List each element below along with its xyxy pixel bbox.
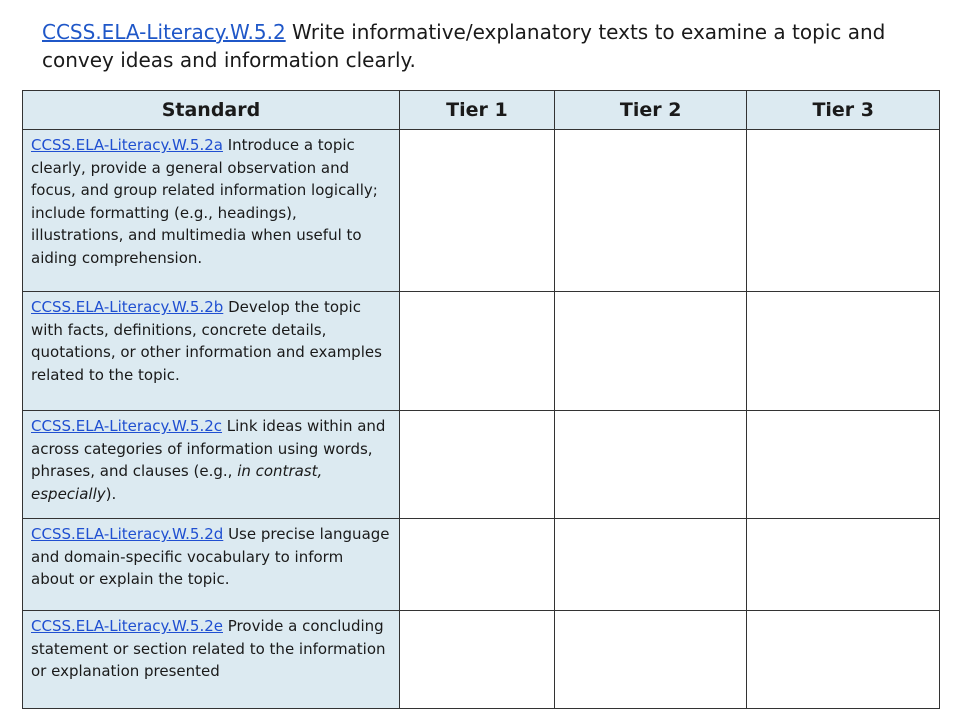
standard-cell bbox=[23, 411, 400, 519]
standards-tier-table bbox=[22, 90, 940, 709]
page-heading bbox=[42, 18, 922, 74]
standard-description: Use precise language and domain-specific vocabulary to inform about or explain the topic. bbox=[31, 525, 390, 588]
tier-2-cell[interactable] bbox=[554, 411, 747, 519]
header-tier-1: Tier 1 bbox=[399, 91, 554, 130]
heading-text: Write informative/explanatory texts to examine a topic and convey ideas and information clearly. bbox=[42, 20, 886, 72]
tier-3-cell[interactable] bbox=[747, 130, 940, 292]
header-tier-3: Tier 3 bbox=[747, 91, 940, 130]
standard-description-end: ). bbox=[105, 484, 117, 503]
standard-link-w-5-2d[interactable]: CCSS.ELA-Literacy.W.5.2d bbox=[31, 525, 224, 543]
table-row bbox=[23, 130, 940, 292]
tier-2-cell[interactable] bbox=[554, 292, 747, 411]
table-row bbox=[23, 411, 940, 519]
header-tier-2: Tier 2 bbox=[554, 91, 747, 130]
standard-link-w-5-2c[interactable]: CCSS.ELA-Literacy.W.5.2c bbox=[31, 417, 223, 435]
standard-description: Provide a concluding statement or section related to the information or explanation presented bbox=[31, 617, 386, 680]
standard-description-italic: in contrast, especially bbox=[31, 462, 323, 503]
tier-2-cell[interactable] bbox=[554, 519, 747, 611]
tier-1-cell[interactable] bbox=[399, 519, 554, 611]
table-header-row bbox=[23, 91, 940, 130]
standard-cell bbox=[23, 519, 400, 611]
standard-description: Introduce a topic clearly, provide a general observation and focus, and group related information logically; include formatting (e.g., headings), illustrations, and multimedia when useful to aiding comprehension. bbox=[31, 136, 378, 267]
tier-2-cell[interactable] bbox=[554, 130, 747, 292]
standard-description: Develop the topic with facts, definitions, concrete details, quotations, or other information and examples related to the topic. bbox=[31, 298, 382, 384]
tier-1-cell[interactable] bbox=[399, 411, 554, 519]
tier-2-cell[interactable] bbox=[554, 611, 747, 709]
tier-1-cell[interactable] bbox=[399, 292, 554, 411]
table-row bbox=[23, 519, 940, 611]
table-row bbox=[23, 611, 940, 709]
standard-link-w-5-2e[interactable]: CCSS.ELA-Literacy.W.5.2e bbox=[31, 617, 223, 635]
standard-link-w-5-2a[interactable]: CCSS.ELA-Literacy.W.5.2a bbox=[31, 136, 223, 154]
tier-3-cell[interactable] bbox=[747, 519, 940, 611]
standard-description: Link ideas within and across categories of information using words, phrases, and clauses (e.g., bbox=[31, 417, 386, 480]
tier-3-cell[interactable] bbox=[747, 292, 940, 411]
standard-link-w-5-2b[interactable]: CCSS.ELA-Literacy.W.5.2b bbox=[31, 298, 224, 316]
standard-cell bbox=[23, 130, 400, 292]
header-standard: Standard bbox=[23, 91, 400, 130]
tier-3-cell[interactable] bbox=[747, 611, 940, 709]
standard-link-w-5-2[interactable]: CCSS.ELA-Literacy.W.5.2 bbox=[42, 20, 286, 44]
standard-cell bbox=[23, 292, 400, 411]
tier-1-cell[interactable] bbox=[399, 611, 554, 709]
table-row bbox=[23, 292, 940, 411]
tier-1-cell[interactable] bbox=[399, 130, 554, 292]
tier-3-cell[interactable] bbox=[747, 411, 940, 519]
standard-cell bbox=[23, 611, 400, 709]
